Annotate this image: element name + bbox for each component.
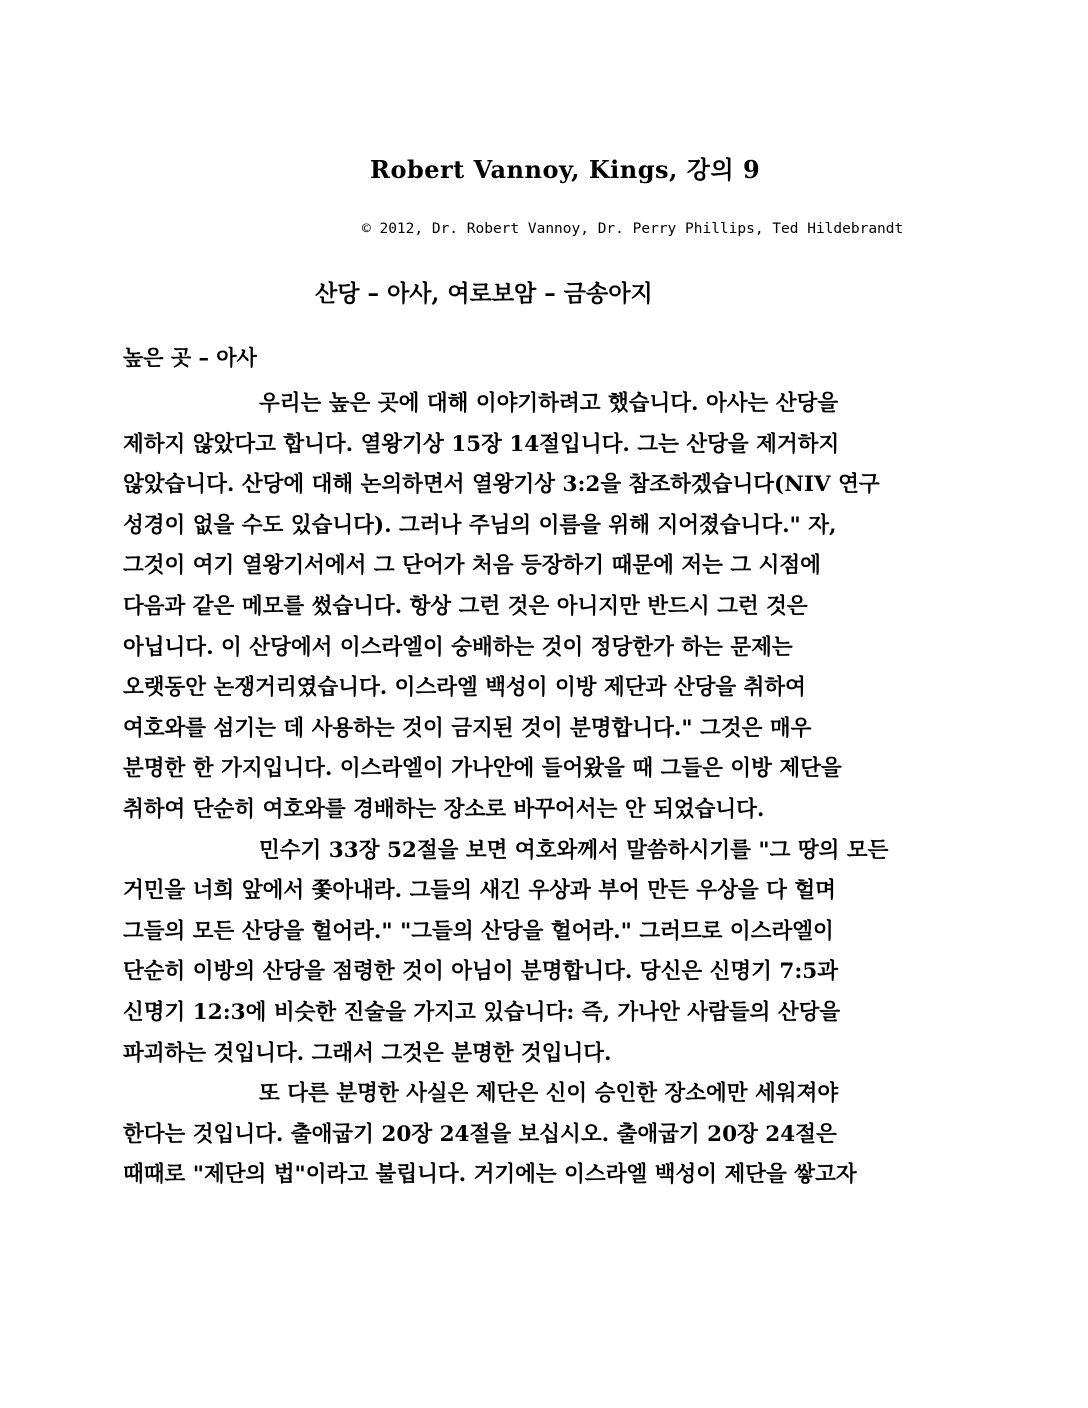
subheading: 높은 곳 – 아사 bbox=[123, 345, 257, 370]
paragraph-line: 여호와를 섬기는 데 사용하는 것이 금지된 것이 분명합니다." 그것은 매우 bbox=[123, 715, 812, 741]
body-text bbox=[123, 389, 973, 1201]
paragraph-line: 분명한 한 가지입니다. 이스라엘이 가나안에 들어왔을 때 그들은 이방 제단을 bbox=[123, 756, 842, 782]
paragraph-line: 거민을 너희 앞에서 쫓아내라. 그들의 새긴 우상과 부어 만든 우상을 다 헐며 bbox=[123, 878, 836, 904]
paragraph-line: 성경이 없을 수도 있습니다). 그러나 주님의 이름을 위해 지어졌습니다." 자, bbox=[123, 512, 837, 538]
paragraph-line: 파괴하는 것입니다. 그래서 그것은 분명한 것입니다. bbox=[123, 1040, 612, 1066]
paragraph-line: 신명기 12:3에 비슷한 진술을 가지고 있습니다: 즉, 가나안 사람들의 산당을 bbox=[123, 999, 841, 1025]
paragraph-line: 그들의 모든 산당을 헐어라." "그들의 산당을 헐어라." 그러므로 이스라엘이 bbox=[123, 918, 834, 944]
paragraph-line: 그것이 여기 열왕기서에서 그 단어가 처음 등장하기 때문에 저는 그 시점에 bbox=[123, 553, 821, 579]
paragraph-line: 또 다른 분명한 사실은 제단은 신이 승인한 장소에만 세워져야 bbox=[259, 1081, 839, 1107]
paragraph-line: 단순히 이방의 산당을 점령한 것이 아님이 분명합니다. 당신은 신명기 7:5과 bbox=[123, 959, 839, 985]
paragraph-line: 때때로 "제단의 법"이라고 불립니다. 거기에는 이스라엘 백성이 제단을 쌓고자 bbox=[123, 1162, 857, 1188]
document-title: Robert Vannoy, Kings, 강의 9 bbox=[370, 155, 761, 184]
copyright-notice: © 2012, Dr. Robert Vannoy, Dr. Perry Phillips, Ted Hildebrandt bbox=[362, 221, 904, 237]
paragraph-line: 우리는 높은 곳에 대해 이야기하려고 했습니다. 아사는 산당을 bbox=[259, 391, 839, 416]
paragraph-line: 민수기 33장 52절을 보면 여호와께서 말씀하시기를 "그 땅의 모든 bbox=[259, 837, 889, 863]
paragraph-line: 한다는 것입니다. 출애굽기 20장 24절을 보십시오. 출애굽기 20장 24절은 bbox=[123, 1121, 837, 1147]
section-heading: 산당 – 아사, 여로보암 – 금송아지 bbox=[315, 280, 653, 307]
paragraph-line: 다음과 같은 메모를 썼습니다. 항상 그런 것은 아니지만 반드시 그런 것은 bbox=[123, 593, 808, 619]
paragraph-line: 취하여 단순히 여호와를 경배하는 장소로 바꾸어서는 안 되었습니다. bbox=[123, 796, 765, 822]
paragraph-line: 아닙니다. 이 산당에서 이스라엘이 숭배하는 것이 정당한가 하는 문제는 bbox=[123, 634, 793, 660]
paragraph-line: 제하지 않았다고 합니다. 열왕기상 15장 14절입니다. 그는 산당을 제거하지 bbox=[123, 431, 840, 457]
paragraph-line: 않았습니다. 산당에 대해 논의하면서 열왕기상 3:2을 참조하겠습니다(NIV 연구 bbox=[123, 472, 880, 498]
paragraph-line: 오랫동안 논쟁거리였습니다. 이스라엘 백성이 이방 제단과 산당을 취하여 bbox=[123, 675, 806, 701]
